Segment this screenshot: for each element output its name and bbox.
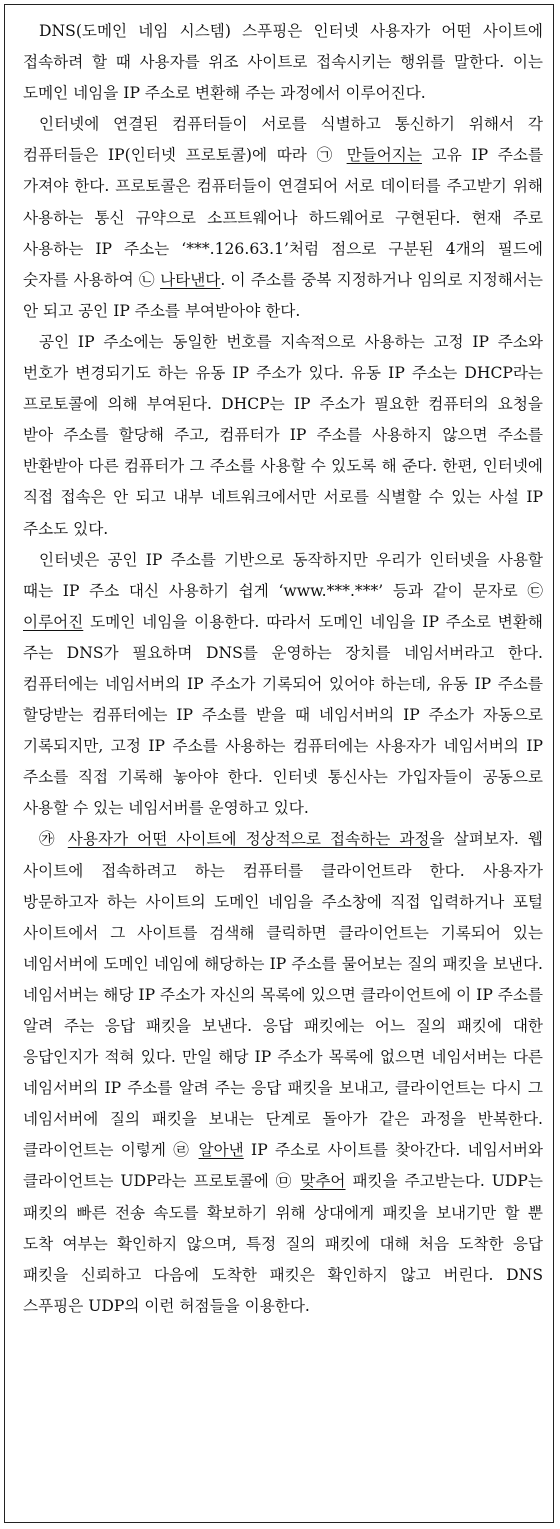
underlined-phrase: 만들어지는 xyxy=(346,146,422,165)
passage-box xyxy=(4,4,554,1523)
text-segment: 인터넷에 연결된 컴퓨터들이 서로를 식별하고 통신하기 위해서 각 컴퓨터들은 IP(인터넷 프로토콜)에 따라 ㉠ xyxy=(23,115,543,165)
paragraph-4 xyxy=(23,545,543,825)
underlined-phrase: 맞추어 xyxy=(300,1172,346,1191)
paragraph-2 xyxy=(23,109,543,327)
paragraph-5 xyxy=(23,824,543,1322)
paragraph-1 xyxy=(23,16,543,109)
passage-text xyxy=(23,16,543,1322)
underlined-phrase: 알아낸 xyxy=(198,1141,244,1160)
paragraph-3 xyxy=(23,327,543,545)
text-segment: 인터넷은 공인 IP 주소를 기반으로 동작하지만 우리가 인터넷을 사용할 때는 IP 주소 대신 사용하기 쉽게 ‘www.***.***’ 등과 같이 문자로 ㉢ xyxy=(23,550,543,600)
text-segment: ㉮ xyxy=(39,830,68,849)
underlined-phrase: 사용자가 어떤 사이트에 정상적으로 접속하는 과정 xyxy=(67,830,430,849)
text-segment: 공인 IP 주소에는 동일한 번호를 지속적으로 사용하는 고정 IP 주소와 번호가 변경되기도 하는 유동 IP 주소가 있다. 유동 IP 주소는 DHCP라는 프로토콜에 의해 부여된다. DHCP는 IP 주소가 필요한 컴퓨터의 요청을 받아 주소를 할당해 주고, 컴퓨터가 IP 주소를 사용하지 않으면 주소를 반환받아 다른 컴퓨터가 그 주소를 사용할 수 있도록 해 준다. 한편, 인터넷에 직접 접속은 안 되고 내부 네트워크에서만 서로를 식별할 수 있는 사설 IP 주소도 있다. xyxy=(23,332,543,538)
underlined-phrase: 이루어진 xyxy=(23,612,84,631)
text-segment: . 이 주소를 중복 지정하거나 임의로 지정해서는 안 되고 공인 IP 주소를 부여받아야 한다. xyxy=(23,270,543,320)
text-segment: 패킷을 주고받는다. UDP는 패킷의 빠른 전송 속도를 확보하기 위해 상대에게 패킷을 보내기만 할 뿐 도착 여부는 확인하지 않으며, 특정 질의 패킷에 대해 처음 도착한 응답 패킷을 신뢰하고 다음에 도착한 패킷은 확인하지 않고 버린다. DNS 스푸핑은 UDP의 이런 허점들을 이용한다. xyxy=(23,1172,543,1315)
text-segment: 고유 IP 주소를 가져야 한다. 프로토콜은 컴퓨터들이 연결되어 서로 데이터를 주고받기 위해 사용하는 통신 규약으로 소프트웨어나 하드웨어로 구현된다. 현재 주로 사용하는 IP 주소는 ‘***.126.63.1’처럼 점으로 구분된 4개의 필드에 숫자를 사용하여 ㉡ xyxy=(23,146,544,289)
text-segment: DNS(도메인 네임 시스템) 스푸핑은 인터넷 사용자가 어떤 사이트에 접속하려 할 때 사용자를 위조 사이트로 접속시키는 행위를 말한다. 이는 도메인 네임을 IP 주소로 변환해 주는 과정에서 이루어진다. xyxy=(23,22,543,103)
text-segment: IP 주소로 사이트를 찾아간다. 네임서버와 클라이언트는 UDP라는 프로토콜에 ㉤ xyxy=(23,1141,543,1191)
text-segment: 도메인 네임을 이용한다. 따라서 도메인 네임을 IP 주소로 변환해 주는 DNS가 필요하며 DNS를 운영하는 장치를 네임서버라고 한다. 컴퓨터에는 네임서버의 IP 주소가 기록되어 있어야 하는데, 유동 IP 주소를 할당받는 컴퓨터에는 IP 주소를 받을 때 네임서버의 IP 주소가 자동으로 기록되지만, 고정 IP 주소를 사용하는 컴퓨터에는 사용자가 네임서버의 IP 주소를 직접 기록해 놓아야 한다. 인터넷 통신사는 가입자들이 공동으로 사용할 수 있는 네임서버를 운영하고 있다. xyxy=(23,612,543,818)
text-segment: 을 살펴보자. 웹 사이트에 접속하려고 하는 컴퓨터를 클라이언트라 한다. 사용자가 방문하고자 하는 사이트의 도메인 네임을 주소창에 직접 입력하거나 포털 사이트에서 그 사이트를 검색해 클릭하면 클라이언트는 기록되어 있는 네임서버에 도메인 네임에 해당하는 IP 주소를 물어보는 질의 패킷을 보낸다. 네임서버는 해당 IP 주소가 자신의 목록에 있으면 클라이언트에 이 IP 주소를 알려 주는 응답 패킷을 보낸다. 응답 패킷에는 어느 질의 패킷에 대한 응답인지가 적혀 있다. 만일 해당 IP 주소가 목록에 없으면 네임서버는 다른 네임서버의 IP 주소를 알려 주는 응답 패킷을 보내고, 클라이언트는 다시 그 네임서버에 질의 패킷을 보내는 단계로 돌아가 같은 과정을 반복한다. 클라이언트는 이렇게 ㉣ xyxy=(23,830,543,1160)
underlined-phrase: 나타낸다 xyxy=(160,270,221,289)
